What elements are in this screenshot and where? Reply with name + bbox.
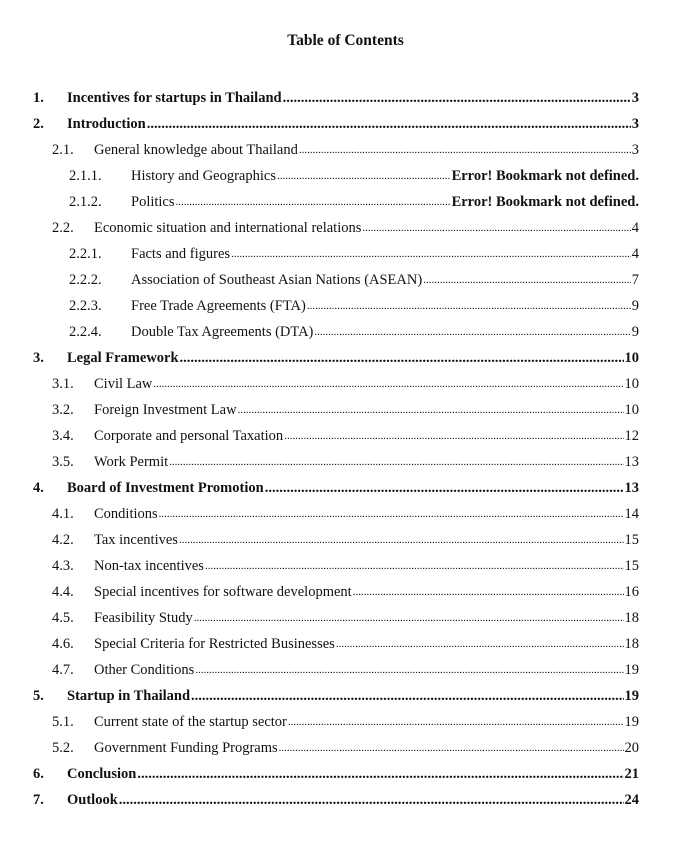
toc-entry-number: 2.2.	[52, 220, 74, 236]
toc-entry-label: Association of Southeast Asian Nations (ASEAN)	[131, 272, 423, 288]
toc-entry[interactable]	[33, 787, 639, 809]
toc-entry-number: 5.1.	[52, 714, 74, 730]
toc-entry-page-number: 3	[631, 116, 639, 132]
toc-entry[interactable]	[52, 137, 639, 159]
toc-entry-label: Conditions	[94, 506, 158, 522]
toc-entry-page-number: 3	[631, 142, 639, 158]
toc-dot-leader	[423, 271, 631, 289]
toc-entry-label: Politics	[131, 194, 175, 210]
toc-entry-page-number: 21	[624, 766, 639, 782]
toc-entry[interactable]	[52, 735, 639, 757]
toc-entry[interactable]	[33, 761, 639, 783]
toc-entry-number: 5.2.	[52, 740, 74, 756]
toc-entry-label: Special incentives for software development	[94, 584, 352, 600]
toc-entry-label: Double Tax Agreements (DTA)	[131, 324, 314, 340]
toc-entry-page-number: 19	[624, 714, 639, 730]
toc-entry-page-number: Error! Bookmark not defined.	[451, 194, 639, 210]
toc-entry-label: Civil Law	[94, 376, 153, 392]
toc-entry[interactable]	[52, 215, 639, 237]
toc-entry-number: 4.1.	[52, 506, 74, 522]
toc-entry-page-number: 15	[624, 532, 639, 548]
toc-entry-number: 4.5.	[52, 610, 74, 626]
toc-dot-leader	[288, 713, 624, 731]
toc-entry-page-number: 20	[624, 740, 639, 756]
toc-entry-number: 1.	[33, 90, 44, 106]
toc-entry[interactable]	[52, 605, 639, 627]
toc-entry[interactable]	[33, 475, 639, 497]
toc-entry-number: 4.7.	[52, 662, 74, 678]
toc-entry-label: Board of Investment Promotion	[67, 480, 264, 496]
toc-entry-page-number: 19	[624, 688, 639, 704]
toc-entry-label: Foreign Investment Law	[94, 402, 237, 418]
toc-dot-leader	[195, 661, 623, 679]
toc-entry[interactable]	[33, 345, 639, 367]
toc-entry[interactable]	[52, 657, 639, 679]
toc-entry[interactable]	[69, 319, 639, 341]
toc-dot-leader	[279, 739, 624, 757]
toc-entry-number: 2.	[33, 116, 44, 132]
toc-entry[interactable]	[69, 293, 639, 315]
toc-entry-number: 4.4.	[52, 584, 74, 600]
toc-entry-label: Economic situation and international relations	[94, 220, 362, 236]
toc-entry[interactable]	[52, 527, 639, 549]
toc-dot-leader	[284, 427, 623, 445]
toc-entry-label: Introduction	[67, 116, 146, 132]
toc-entry[interactable]	[52, 501, 639, 523]
toc-dot-leader	[238, 401, 624, 419]
toc-entry-label: Corporate and personal Taxation	[94, 428, 284, 444]
toc-dot-leader	[336, 635, 624, 653]
toc-entry-number: 5.	[33, 688, 44, 704]
toc-entry-number: 2.2.4.	[69, 324, 102, 340]
toc-entry-label: Special Criteria for Restricted Businesses	[94, 636, 335, 652]
toc-entry-page-number: 10	[624, 402, 639, 418]
toc-entry-page-number: 4	[631, 220, 639, 236]
toc-dot-leader	[119, 791, 624, 809]
toc-entry[interactable]	[52, 631, 639, 653]
toc-dot-leader	[147, 115, 631, 133]
toc-entry-number: 3.2.	[52, 402, 74, 418]
toc-dot-leader	[353, 583, 624, 601]
toc-entry-page-number: 4	[631, 246, 639, 262]
toc-dot-leader	[176, 193, 451, 211]
toc-entry-label: Tax incentives	[94, 532, 178, 548]
toc-dot-leader	[191, 687, 623, 705]
toc-entry[interactable]	[52, 423, 639, 445]
toc-entry-label: History and Geographics	[131, 168, 276, 184]
toc-entry[interactable]	[69, 189, 639, 211]
toc-entry[interactable]	[52, 397, 639, 419]
toc-entry-page-number: 14	[624, 506, 639, 522]
toc-entry[interactable]	[33, 85, 639, 107]
toc-entry-number: 3.5.	[52, 454, 74, 470]
toc-entry-page-number: 9	[631, 324, 639, 340]
toc-entry-label: Incentives for startups in Thailand	[67, 90, 282, 106]
toc-entry-label: Outlook	[67, 792, 118, 808]
toc-entry-page-number: 18	[624, 610, 639, 626]
toc-dot-leader	[159, 505, 624, 523]
toc-entry-number: 3.1.	[52, 376, 74, 392]
toc-dot-leader	[283, 89, 631, 107]
toc-entry-number: 4.3.	[52, 558, 74, 574]
toc-entry-number: 2.1.2.	[69, 194, 102, 210]
toc-dot-leader	[231, 245, 631, 263]
toc-entry[interactable]	[33, 111, 639, 133]
toc-entry[interactable]	[52, 553, 639, 575]
toc-entry-page-number: 7	[631, 272, 639, 288]
toc-entry-number: 2.2.3.	[69, 298, 102, 314]
toc-entry-page-number: 10	[624, 376, 639, 392]
toc-entry[interactable]	[52, 371, 639, 393]
toc-dot-leader	[194, 609, 624, 627]
toc-entry-page-number: 15	[624, 558, 639, 574]
toc-entry-number: 3.	[33, 350, 44, 366]
toc-entry-label: Government Funding Programs	[94, 740, 278, 756]
toc-entry-label: Facts and figures	[131, 246, 231, 262]
toc-dot-leader	[169, 453, 623, 471]
toc-dot-leader	[179, 531, 624, 549]
toc-dot-leader	[314, 323, 630, 341]
toc-entry-number: 2.2.2.	[69, 272, 102, 288]
toc-entry-label: Non-tax incentives	[94, 558, 204, 574]
toc-entry[interactable]	[52, 579, 639, 601]
toc-entry-page-number: Error! Bookmark not defined.	[451, 168, 639, 184]
toc-entry-label: Legal Framework	[67, 350, 179, 366]
toc-dot-leader	[153, 375, 623, 393]
toc-entry-page-number: 18	[624, 636, 639, 652]
toc-entry-page-number: 16	[624, 584, 639, 600]
toc-entry-page-number: 3	[631, 90, 639, 106]
toc-dot-leader	[362, 219, 630, 237]
toc-entry-number: 3.4.	[52, 428, 74, 444]
toc-dot-leader	[299, 141, 631, 159]
toc-entry[interactable]	[69, 267, 639, 289]
toc-dot-leader	[277, 167, 451, 185]
page-title: Table of Contents	[287, 32, 404, 49]
toc-entry[interactable]	[69, 163, 639, 185]
toc-dot-leader	[307, 297, 631, 315]
toc-entry[interactable]	[69, 241, 639, 263]
toc-entry-page-number: 9	[631, 298, 639, 314]
toc-entry-number: 4.6.	[52, 636, 74, 652]
toc-entry[interactable]	[52, 709, 639, 731]
toc-entry[interactable]	[33, 683, 639, 705]
toc-dot-leader	[265, 479, 624, 497]
toc-entry-number: 4.2.	[52, 532, 74, 548]
toc-entry-page-number: 24	[624, 792, 639, 808]
toc-entry-page-number: 12	[624, 428, 639, 444]
toc-entry-number: 6.	[33, 766, 44, 782]
toc-entry-label: Startup in Thailand	[67, 688, 191, 704]
toc-entry-number: 2.2.1.	[69, 246, 102, 262]
toc-dot-leader	[180, 349, 624, 367]
toc-entry-page-number: 10	[624, 350, 639, 366]
toc-entry-page-number: 19	[624, 662, 639, 678]
toc-entry-page-number: 13	[624, 480, 639, 496]
toc-entry-number: 4.	[33, 480, 44, 496]
toc-dot-leader	[137, 765, 623, 783]
toc-entry-label: Free Trade Agreements (FTA)	[131, 298, 306, 314]
toc-entry-label: Conclusion	[67, 766, 137, 782]
toc-entry[interactable]	[52, 449, 639, 471]
toc-entry-label: Work Permit	[94, 454, 169, 470]
toc-entry-label: Current state of the startup sector	[94, 714, 287, 730]
toc-entry-number: 2.1.	[52, 142, 74, 158]
toc-entry-label: General knowledge about Thailand	[94, 142, 298, 158]
toc-entry-label: Other Conditions	[94, 662, 195, 678]
toc-entry-number: 7.	[33, 792, 44, 808]
toc-entry-label: Feasibility Study	[94, 610, 193, 626]
toc-dot-leader	[205, 557, 624, 575]
toc-entry-page-number: 13	[624, 454, 639, 470]
toc-entry-number: 2.1.1.	[69, 168, 102, 184]
